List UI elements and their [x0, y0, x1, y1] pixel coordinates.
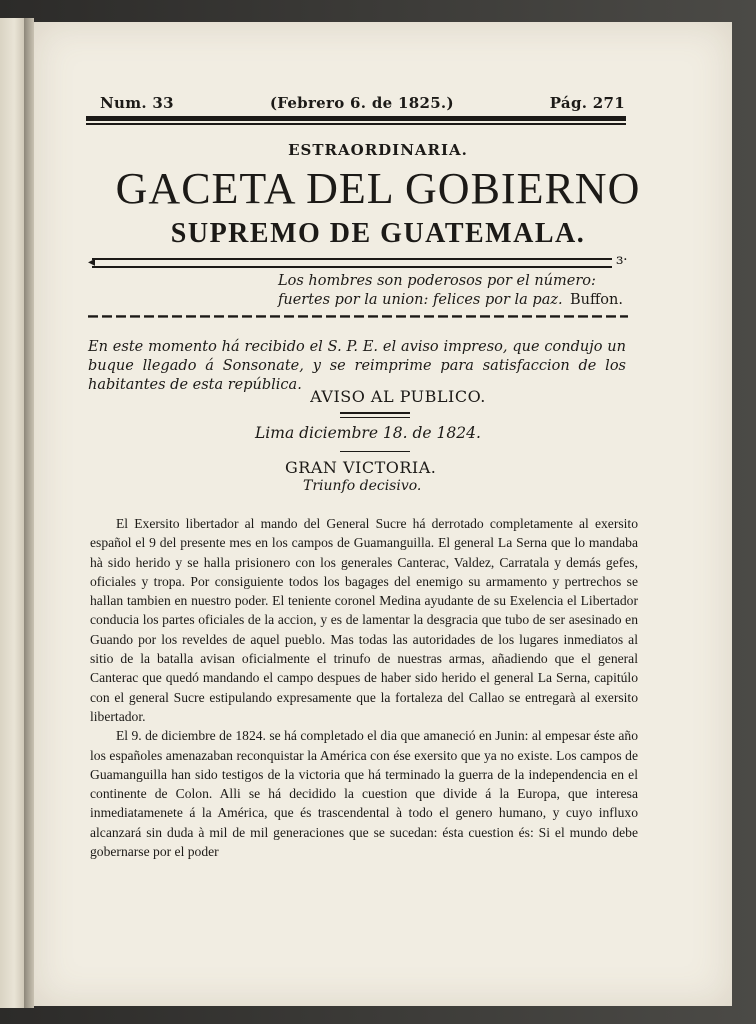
dateline: Lima diciembre 18. de 1824.: [255, 424, 481, 442]
dateline-rule: [340, 451, 410, 452]
notice-rule: [340, 412, 410, 414]
intro-paragraph: En este momento há recibido el S. P. E. el aviso impreso, que condujo un buque llegado á Sonsonate, y se reimprime para satisfaccion de los habitantes de esta república.: [88, 339, 626, 393]
header-rule-thin: [86, 123, 626, 125]
masthead-title: GACETA DEL GOBIERNO: [115, 164, 641, 213]
page-number: Pág. 271: [549, 94, 625, 112]
ornament-left: ◂: [88, 254, 96, 270]
motto-line-1: Los hombres son poderosos por el número:: [278, 273, 596, 289]
motto-author: Buffon.: [570, 292, 623, 308]
notice-heading: AVISO AL PUBLICO.: [310, 387, 486, 406]
motto: [278, 272, 623, 310]
notice-rule-thin: [340, 417, 410, 418]
article-body: [90, 514, 638, 861]
subheadline: Triunfo decisivo.: [303, 478, 422, 494]
motto-line-2: fuertes por la union: felices por la paz.: [278, 292, 563, 308]
issue-number: Num. 33: [100, 94, 174, 112]
issue-header: [100, 88, 625, 112]
masthead-subtitle: SUPREMO DE GUATEMALA.: [170, 218, 586, 249]
header-rule-heavy: [86, 116, 626, 121]
article-paragraph-2: El 9. de diciembre de 1824. se há completado el dia que amaneció en Junin: al empesar éste año los españoles amenazaban reconquistar la América con ése exersito que ya no existe. Los campos de Guamanguilla han sido testigos de la victoria que há terminado la guerra de la independencia en el continente de Colon. Alli se há decidido la cuestion que divide á la Europa, que interesa inmediatamenete á la América, que és trascendental à todo el genero humano, y cuyo influxo alcanzará sin duda à mil de mil generaciones que se sucedan: ésta cuestion és: Si el mundo debe gobernarse por el poder: [90, 728, 638, 860]
edition-label: ESTRAORDINARIA.: [288, 141, 468, 159]
article-paragraph-1: El Exersito libertador al mando del General Sucre há derrotado completamente al exersito español el 9 del presente mes en los campos de Guamanguilla. El general La Serna que lo mandaba hà sido herido y se halla prisionero con los generales Canterac, Valdez, Carratala y demás gefes, oficiales y tropa. Por consiguiente todos los bagages del enemigo su armamento y pertrechos se hallan tambien en nuestro poder. El teniente coronel Medina ayudante de su Exelencia el Libertador conducia los partes oficiales de la accion, y es de lamentar la desgracia que tubo de ser asesinado en Guando por los reveldes de aquel pueblo. Mas todas las autoridades de los lugares inmediatos al sitio de la batalla avisan oficialmente el trinufo de nuestras armas, añadiendo que el general Canterac que quedó mandando el campo despues de haber sido herido el general La Serna, capitúlo con el general Sucre estipulando expresamente que la fortaleza del Callao se entregarà al exersito libertador.: [90, 516, 638, 724]
ornament-right: ɜ·: [616, 252, 628, 268]
issue-date: (Febrero 6. de 1825.): [269, 94, 454, 112]
headline: GRAN VICTORIA.: [285, 458, 437, 477]
ornamental-rule: [92, 258, 612, 268]
